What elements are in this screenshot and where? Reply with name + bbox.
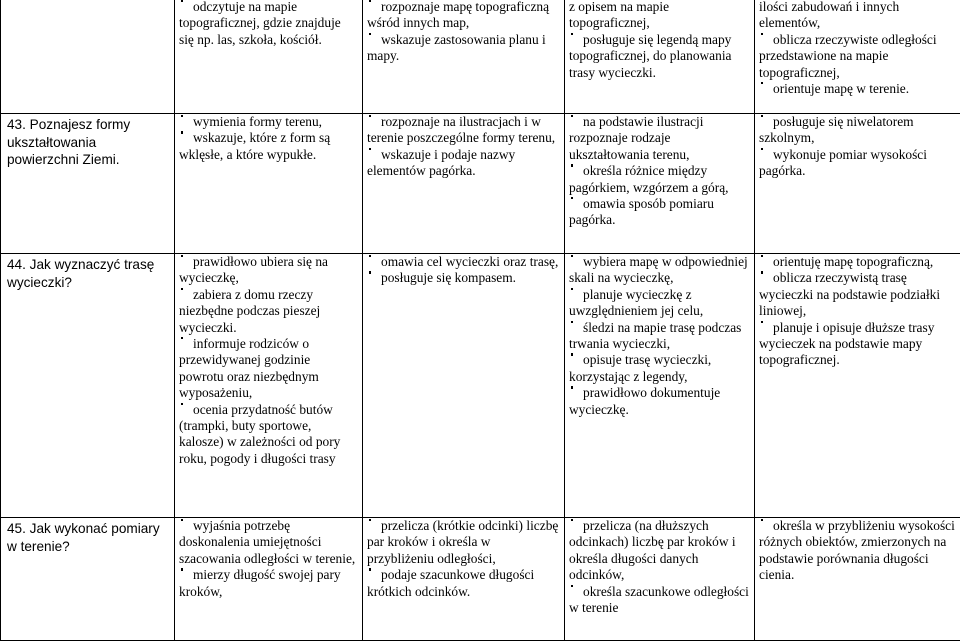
requirement-cell [363, 254, 565, 518]
requirement-text: opisuje trasę wycieczki, korzystając z legendy, [569, 352, 711, 383]
lesson-topic-cell [1, 114, 175, 254]
lesson-topic-cell [1, 254, 175, 518]
bullet-icon [367, 114, 376, 122]
requirement-item [179, 114, 358, 130]
requirement-cell [565, 254, 755, 518]
bullet-icon [759, 268, 768, 277]
bullet-icon [569, 161, 578, 170]
bullet-icon [759, 318, 768, 327]
table-row [1, 0, 960, 114]
requirement-text: zabiera z domu rzeczy niezbędne podczas pieszej wycieczki. [179, 287, 320, 335]
requirement-cell [755, 518, 960, 641]
requirement-item [759, 32, 956, 81]
requirement-item [759, 81, 956, 97]
bullet-icon [759, 114, 768, 122]
requirement-text: wskazuje i podaje nazwy elementów pagórka. [367, 147, 515, 178]
requirement-item [569, 385, 750, 418]
lesson-topic-cell [1, 518, 175, 641]
requirement-cell [363, 114, 565, 254]
requirement-text: wskazuje, które z form są wklęsłe, a które wypukłe. [179, 130, 330, 161]
bullet-icon [367, 518, 376, 526]
table-row [1, 114, 960, 254]
requirement-item [367, 567, 560, 600]
requirement-item [759, 320, 956, 369]
bullet-icon [569, 582, 578, 591]
requirement-text: informuje rodziców o przewidywanej godzinie powrotu oraz niezbędnym wyposażeniu, [179, 336, 319, 400]
requirement-text: orientuję mapę topograficzną, [773, 254, 933, 269]
requirement-item [179, 254, 358, 287]
requirement-text: z opisem na mapie topograficznej, [569, 0, 669, 30]
bullet-icon [569, 383, 578, 392]
bullet-icon [569, 518, 578, 526]
requirement-item [569, 32, 750, 81]
requirement-text: rozpoznaje mapę topograficzną wśród innych map, [367, 0, 549, 30]
requirement-text: mierzy długość swojej pary kroków, [179, 567, 341, 598]
requirement-item [179, 287, 358, 336]
bullet-icon [569, 350, 578, 359]
requirement-cell [565, 0, 755, 114]
requirement-text: odczytuje na mapie topograficznej, gdzie znajduje się np. las, szkoła, kościół. [179, 0, 341, 47]
requirement-text: wskazuje zastosowania planu i mapy. [367, 32, 546, 63]
requirement-text: planuje i opisuje dłuższe trasy wycieczek na podstawie mapy topograficznej. [759, 320, 934, 368]
bullet-icon [569, 30, 578, 39]
requirement-text: śledzi na mapie trasę podczas trwania wycieczki, [569, 320, 741, 351]
requirement-text: określa w przybliżeniu wysokości różnych obiektów, zmierzonych na podstawie porównania długości cienia. [759, 518, 955, 582]
requirement-text: rozpoznaje na ilustracjach i w terenie poszczególne formy terenu, [367, 114, 555, 145]
bullet-icon [179, 0, 188, 6]
requirement-text: prawidłowo dokumentuje wycieczkę. [569, 385, 720, 416]
bullet-icon [179, 285, 188, 294]
requirement-text: przelicza (krótkie odcinki) liczbę par kroków i określa w przybliżeniu odległości, [367, 518, 558, 566]
requirement-cell [565, 518, 755, 641]
bullet-icon [179, 114, 188, 122]
requirement-item [569, 114, 750, 163]
requirement-cell [755, 0, 960, 114]
requirement-item [367, 254, 560, 270]
bullet-icon [569, 285, 578, 294]
requirement-cell [565, 114, 755, 254]
requirement-cell [755, 254, 960, 518]
requirement-text: orientuje mapę w terenie. [773, 81, 909, 96]
requirement-item [569, 352, 750, 385]
bullet-icon [367, 0, 376, 6]
requirement-item [759, 518, 956, 584]
requirement-text: posługuje się legendą mapy topograficznej, do planowania trasy wycieczki. [569, 32, 732, 80]
requirement-cell [755, 114, 960, 254]
requirement-item [367, 270, 560, 286]
requirement-item [759, 270, 956, 319]
requirement-item [367, 518, 560, 567]
requirement-item [759, 0, 956, 32]
requirement-item [569, 320, 750, 353]
bullet-icon [569, 194, 578, 203]
requirement-text: ilości zabudowań i innych elementów, [759, 0, 899, 30]
requirement-item [367, 0, 560, 32]
bullet-icon [367, 565, 376, 574]
requirement-cell [175, 254, 363, 518]
requirement-text: oblicza rzeczywistą trasę wycieczki na podstawie podziałki liniowej, [759, 270, 940, 318]
requirement-text: przelicza (na dłuższych odcinkach) liczbę par kroków i określa długości danych odcinków, [569, 518, 736, 582]
requirement-text: oblicza rzeczywiste odległości przedstawione na mapie topograficznej, [759, 32, 937, 80]
requirement-cell [175, 114, 363, 254]
requirement-cell [363, 0, 565, 114]
bullet-icon [569, 114, 578, 122]
requirement-text: posługuje się niwelatorem szkolnym, [759, 114, 914, 145]
requirement-item [179, 336, 358, 402]
requirement-item [759, 147, 956, 180]
requirement-item [569, 287, 750, 320]
requirement-item [569, 163, 750, 196]
bullet-icon [179, 518, 188, 526]
requirement-text: określa różnice między pagórkiem, wzgórzem a górą, [569, 163, 729, 194]
requirement-item [569, 254, 750, 287]
bullet-icon [367, 145, 376, 154]
requirement-item [179, 567, 358, 600]
bullet-icon [179, 334, 188, 343]
lesson-topic-cell [1, 0, 175, 114]
bullet-icon [367, 254, 376, 262]
requirement-text: prawidłowo ubiera się na wycieczkę, [179, 254, 328, 285]
bullet-icon [367, 268, 376, 277]
requirement-item [759, 254, 956, 270]
requirement-cell [175, 518, 363, 641]
bullet-icon [569, 318, 578, 327]
requirement-text: na podstawie ilustracji rozpoznaje rodzaje ukształtowania terenu, [569, 114, 703, 162]
requirement-item [569, 518, 750, 584]
requirement-text: podaje szacunkowe długości krótkich odcinków. [367, 567, 534, 598]
bullet-icon [367, 30, 376, 39]
bullet-icon [759, 254, 768, 262]
bullet-icon [179, 128, 188, 137]
requirement-text: wymienia formy terenu, [193, 114, 322, 129]
table-row [1, 518, 960, 641]
bullet-icon [179, 565, 188, 574]
requirement-item [759, 114, 956, 147]
requirement-item [179, 0, 358, 48]
requirement-item [179, 130, 358, 163]
requirement-text: planuje wycieczkę z uwzględnieniem jej celu, [569, 287, 703, 318]
bullet-icon [179, 400, 188, 409]
requirement-text: wybiera mapę w odpowiedniej skali na wycieczkę, [569, 254, 748, 285]
requirement-item [367, 114, 560, 147]
lesson-topic: 44. Jak wyznaczyć trasę wycieczki? [7, 257, 154, 290]
requirement-text: posługuje się kompasem. [381, 270, 516, 285]
requirement-cell [363, 518, 565, 641]
requirement-item [569, 584, 750, 617]
bullet-icon [759, 518, 768, 526]
requirement-text: omawia sposób pomiaru pagórka. [569, 196, 714, 227]
bullet-icon [569, 254, 578, 262]
lesson-topic: 43. Poznajesz formy ukształtowania powierzchni Ziemi. [7, 117, 130, 167]
bullet-icon [179, 254, 188, 262]
bullet-icon [759, 79, 768, 88]
requirement-item [569, 0, 750, 32]
lesson-topic: 45. Jak wykonać pomiary w terenie? [7, 521, 160, 554]
bullet-icon [759, 145, 768, 154]
requirement-text: określa szacunkowe odległości w terenie [569, 584, 749, 615]
requirement-item [367, 147, 560, 180]
requirement-item [179, 518, 358, 567]
requirement-item [569, 196, 750, 229]
requirement-text: omawia cel wycieczki oraz trasę, [381, 254, 558, 269]
table-row [1, 254, 960, 518]
requirement-text: wyjaśnia potrzebę doskonalenia umiejętności szacowania odległości w terenie, [179, 518, 355, 566]
requirement-text: wykonuje pomiar wysokości pagórka. [759, 147, 927, 178]
requirement-item [179, 402, 358, 468]
requirement-item [367, 32, 560, 65]
requirement-cell [175, 0, 363, 114]
requirement-text: ocenia przydatność butów (trampki, buty sportowe, kalosze) w zależności od pory roku, pogody i długości trasy [179, 402, 340, 466]
bullet-icon [759, 30, 768, 39]
